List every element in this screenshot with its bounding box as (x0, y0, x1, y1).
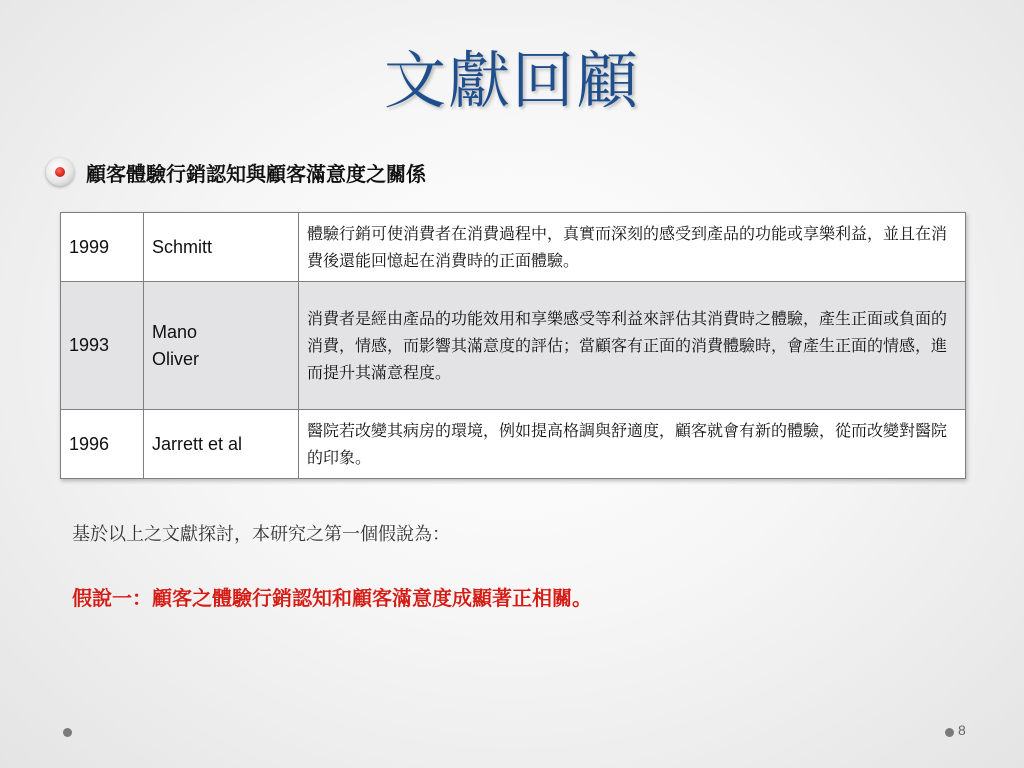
year-cell: 1993 (61, 282, 144, 410)
hypothesis-text: 假說一：顧客之體驗行銷認知和顧客滿意度成顯著正相關。 (72, 586, 592, 610)
literature-table (60, 212, 966, 479)
author-name: Schmitt (152, 236, 213, 257)
table-row (61, 410, 966, 479)
nav-dot-icon (945, 728, 954, 737)
year-cell: 1999 (61, 213, 144, 282)
table-row (61, 282, 966, 410)
slide-title: 文獻回顧 (383, 44, 640, 117)
bullet-icon (46, 158, 74, 186)
table-row (61, 213, 966, 282)
author-cell (144, 410, 299, 479)
slide-subtitle: 顧客體驗行銷認知與顧客滿意度之關係 (86, 161, 426, 186)
page-number: 8 (958, 722, 966, 738)
description-cell: 醫院若改變其病房的環境，例如提高格調與舒適度，顧客就會有新的體驗，從而改變對醫院的印象。 (299, 410, 966, 479)
author-cell (144, 213, 299, 282)
author-name: Oliver (152, 348, 200, 369)
intro-text: 基於以上之文獻探討，本研究之第一個假說為： (72, 524, 450, 545)
author-cell (144, 282, 299, 410)
nav-dot-icon (63, 728, 72, 737)
author-name: Mano (152, 321, 198, 342)
author-name: Jarrett et al (152, 433, 243, 454)
description-cell: 消費者是經由產品的功能效用和享樂感受等利益來評估其消費時之體驗，產生正面或負面的消費，情感，而影響其滿意度的評估；當顧客有正面的消費體驗時，會產生正面的情感，進而提升其滿意程度。 (299, 282, 966, 410)
year-cell: 1996 (61, 410, 144, 479)
description-cell: 體驗行銷可使消費者在消費過程中，真實而深刻的感受到產品的功能或享樂利益，並且在消費後還能回憶起在消費時的正面體驗。 (299, 213, 966, 282)
subtitle-row (46, 154, 426, 190)
